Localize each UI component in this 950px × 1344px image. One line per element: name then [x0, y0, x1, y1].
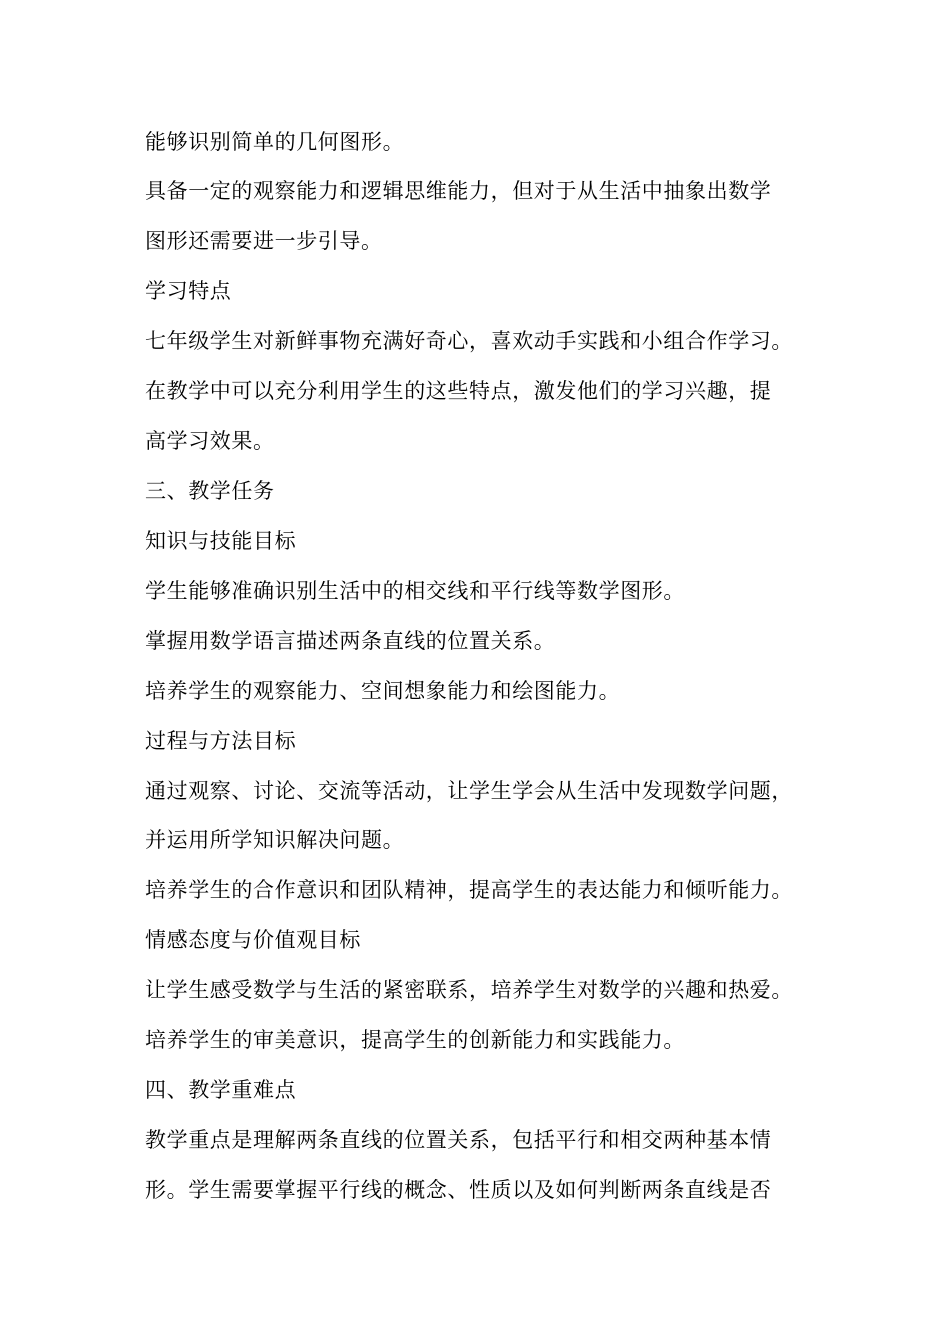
text-line: 具备一定的观察能力和逻辑思维能力，但对于从生活中抽象出数学: [145, 179, 772, 203]
text-line: 在教学中可以充分利用学生的这些特点，激发他们的学习兴趣，提: [145, 379, 772, 403]
section-heading-teaching-tasks: 三、教学任务: [145, 479, 275, 503]
subheading-knowledge-skills: 知识与技能目标: [145, 529, 297, 553]
text-line: 图形还需要进一步引导。: [145, 229, 383, 253]
text-line: 培养学生的审美意识，提高学生的创新能力和实践能力。: [145, 1028, 685, 1052]
text-line: 让学生感受数学与生活的紧密联系，培养学生对数学的兴趣和热爱。: [145, 978, 793, 1002]
text-line: 能够识别简单的几何图形。: [145, 130, 405, 154]
text-line: 培养学生的合作意识和团队精神，提高学生的表达能力和倾听能力。: [145, 878, 793, 902]
text-line: 并运用所学知识解决问题。: [145, 828, 405, 852]
subheading-emotion-values: 情感态度与价值观目标: [145, 928, 361, 952]
text-line: 掌握用数学语言描述两条直线的位置关系。: [145, 629, 556, 653]
text-line: 形。学生需要掌握平行线的概念、性质以及如何判断两条直线是否: [145, 1178, 772, 1202]
subheading-process-methods: 过程与方法目标: [145, 729, 297, 753]
text-line: 七年级学生对新鲜事物充满好奇心，喜欢动手实践和小组合作学习。: [145, 329, 793, 353]
text-line: 教学重点是理解两条直线的位置关系，包括平行和相交两种基本情: [145, 1128, 772, 1152]
text-line: 高学习效果。: [145, 429, 275, 453]
section-heading-key-difficulties: 四、教学重难点: [145, 1078, 297, 1102]
text-line: 培养学生的观察能力、空间想象能力和绘图能力。: [145, 679, 621, 703]
text-line: 学生能够准确识别生活中的相交线和平行线等数学图形。: [145, 579, 685, 603]
text-line: 通过观察、讨论、交流等活动，让学生学会从生活中发现数学问题，: [145, 779, 793, 803]
section-heading-learning-traits: 学习特点: [145, 279, 232, 303]
